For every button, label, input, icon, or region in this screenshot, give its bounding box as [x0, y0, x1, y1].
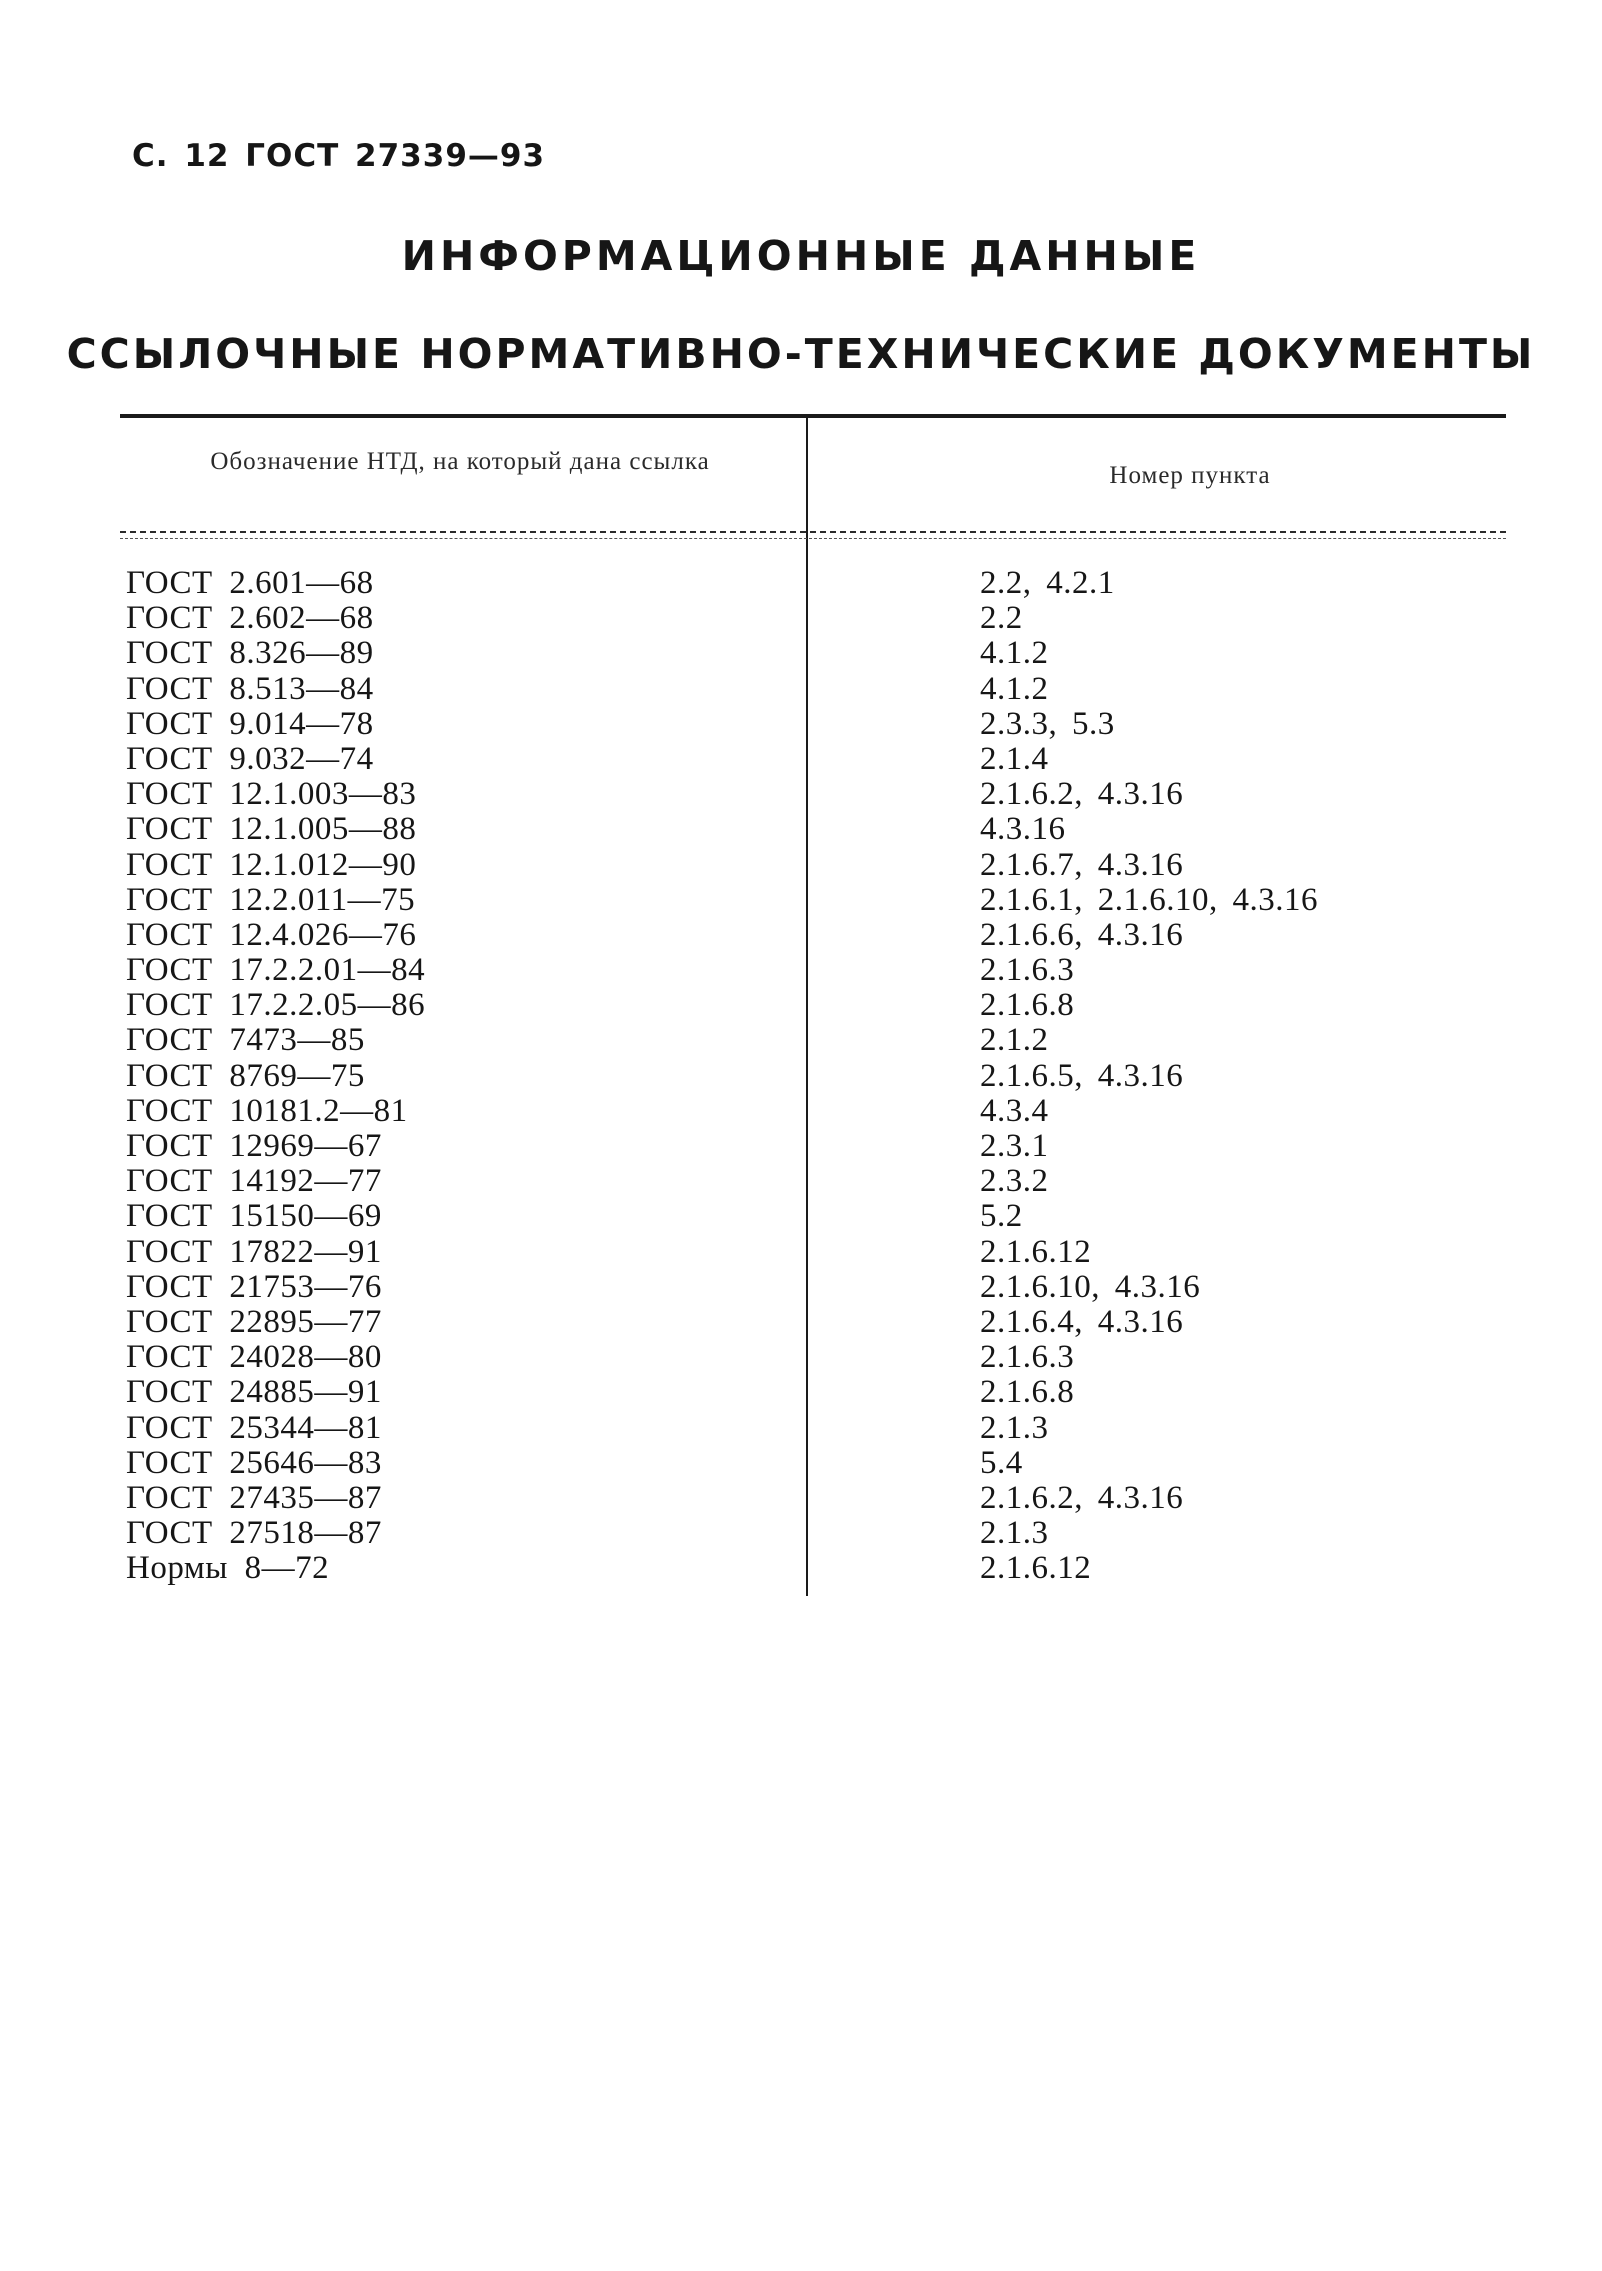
table-row	[0, 601, 1602, 636]
document-designation: ГОСТ 12969—67	[126, 1128, 382, 1164]
document-designation: ГОСТ 24885—91	[126, 1374, 382, 1411]
document-designation: ГОСТ 27518—87	[126, 1515, 382, 1552]
document-designation: ГОСТ 25646—83	[126, 1444, 382, 1481]
clause-number: 2.1.6.6, 4.3.16	[980, 916, 1184, 953]
clause-number: 2.1.6.2, 4.3.16	[980, 776, 1184, 813]
document-designation: ГОСТ 22895—77	[126, 1303, 382, 1340]
header-rule-secondary	[120, 538, 1506, 539]
clause-number: 2.1.6.12	[980, 1550, 1092, 1587]
clause-number: 2.1.6.3	[980, 1339, 1075, 1376]
document-designation: ГОСТ 12.1.005—88	[126, 811, 417, 848]
document-designation: ГОСТ 15150—69	[126, 1198, 382, 1235]
clause-number: 4.3.4	[980, 1092, 1049, 1129]
table-row	[0, 1375, 1602, 1410]
document-designation: ГОСТ 24028—80	[126, 1339, 382, 1376]
reference-table-body	[0, 566, 1602, 1586]
table-row	[0, 1446, 1602, 1481]
subsection-title: ССЫЛОЧНЫЕ НОРМАТИВНО-ТЕХНИЧЕСКИЕ ДОКУМЕНТЫ	[66, 330, 1536, 378]
clause-number: 2.3.2	[980, 1163, 1049, 1200]
document-designation: ГОСТ 8769—75	[126, 1057, 365, 1094]
clause-number: 2.1.6.7, 4.3.16	[980, 846, 1184, 883]
table-row	[0, 812, 1602, 847]
document-designation: ГОСТ 8.326—89	[126, 635, 374, 672]
table-row	[0, 1023, 1602, 1058]
document-designation: ГОСТ 17.2.2.05—86	[126, 987, 426, 1024]
table-row	[0, 1551, 1602, 1586]
clause-number: 2.1.3	[980, 1409, 1049, 1446]
table-row	[0, 883, 1602, 918]
clause-number: 2.1.6.8	[980, 987, 1075, 1024]
clause-number: 2.3.3, 5.3	[980, 705, 1115, 742]
clause-number: 2.1.6.12	[980, 1233, 1092, 1270]
section-title: ИНФОРМАЦИОННЫЕ ДАННЫЕ	[401, 232, 1201, 280]
page-header: С. 12 ГОСТ 27339—93	[132, 138, 546, 174]
table-row	[0, 1481, 1602, 1516]
clause-number: 2.3.1	[980, 1128, 1049, 1164]
table-row	[0, 742, 1602, 777]
clause-number: 2.1.4	[980, 740, 1049, 777]
table-row	[0, 1094, 1602, 1129]
clause-number: 5.2	[980, 1198, 1023, 1235]
table-row	[0, 1340, 1602, 1375]
document-designation: ГОСТ 12.4.026—76	[126, 916, 417, 953]
document-designation: ГОСТ 12.1.003—83	[126, 776, 417, 813]
table-row	[0, 1305, 1602, 1340]
table-row	[0, 1411, 1602, 1446]
clause-number: 4.1.2	[980, 670, 1049, 707]
clause-number: 5.4	[980, 1444, 1023, 1481]
document-designation: ГОСТ 2.601—68	[126, 565, 374, 601]
document-designation: ГОСТ 10181.2—81	[126, 1092, 408, 1129]
document-designation: ГОСТ 8.513—84	[126, 670, 374, 707]
document-designation: ГОСТ 9.014—78	[126, 705, 374, 742]
table-row	[0, 1129, 1602, 1164]
document-designation: ГОСТ 25344—81	[126, 1409, 382, 1446]
clause-number: 2.1.3	[980, 1515, 1049, 1552]
document-designation: ГОСТ 12.1.012—90	[126, 846, 417, 883]
table-row	[0, 988, 1602, 1023]
clause-number: 2.1.6.5, 4.3.16	[980, 1057, 1184, 1094]
table-top-rule	[120, 414, 1506, 418]
document-designation: ГОСТ 27435—87	[126, 1479, 382, 1516]
clause-number: 2.2	[980, 600, 1023, 637]
document-designation: ГОСТ 17822—91	[126, 1233, 382, 1270]
document-designation: ГОСТ 14192—77	[126, 1163, 382, 1200]
clause-number: 2.1.6.10, 4.3.16	[980, 1268, 1201, 1305]
document-designation: ГОСТ 12.2.011—75	[126, 881, 416, 918]
table-row	[0, 1059, 1602, 1094]
clause-number: 2.1.6.1, 2.1.6.10, 4.3.16	[980, 881, 1318, 918]
clause-number: 2.1.2	[980, 1022, 1049, 1059]
table-row	[0, 707, 1602, 742]
document-designation: ГОСТ 2.602—68	[126, 600, 374, 637]
column-header-clause: Номер пункта	[1109, 462, 1271, 489]
clause-number: 4.1.2	[980, 635, 1049, 672]
document-designation: ГОСТ 17.2.2.01—84	[126, 952, 426, 989]
document-designation: Нормы 8—72	[126, 1550, 330, 1587]
table-row	[0, 918, 1602, 953]
table-row	[0, 1516, 1602, 1551]
header-rule	[120, 531, 1506, 533]
table-row	[0, 1164, 1602, 1199]
table-row	[0, 1235, 1602, 1270]
table-row	[0, 953, 1602, 988]
clause-number: 2.1.6.4, 4.3.16	[980, 1303, 1184, 1340]
table-row	[0, 636, 1602, 671]
table-row	[0, 672, 1602, 707]
document-designation: ГОСТ 7473—85	[126, 1022, 365, 1059]
column-header-document: Обозначение НТД, на который дана ссылка	[210, 448, 710, 475]
table-row	[0, 1270, 1602, 1305]
document-designation: ГОСТ 21753—76	[126, 1268, 382, 1305]
table-row	[0, 848, 1602, 883]
clause-number: 2.1.6.8	[980, 1374, 1075, 1411]
table-row	[0, 777, 1602, 812]
clause-number: 4.3.16	[980, 811, 1066, 848]
table-row	[0, 566, 1602, 601]
document-designation: ГОСТ 9.032—74	[126, 740, 374, 777]
table-row	[0, 1199, 1602, 1234]
clause-number: 2.1.6.3	[980, 952, 1075, 989]
clause-number: 2.1.6.2, 4.3.16	[980, 1479, 1184, 1516]
clause-number: 2.2, 4.2.1	[980, 565, 1115, 601]
